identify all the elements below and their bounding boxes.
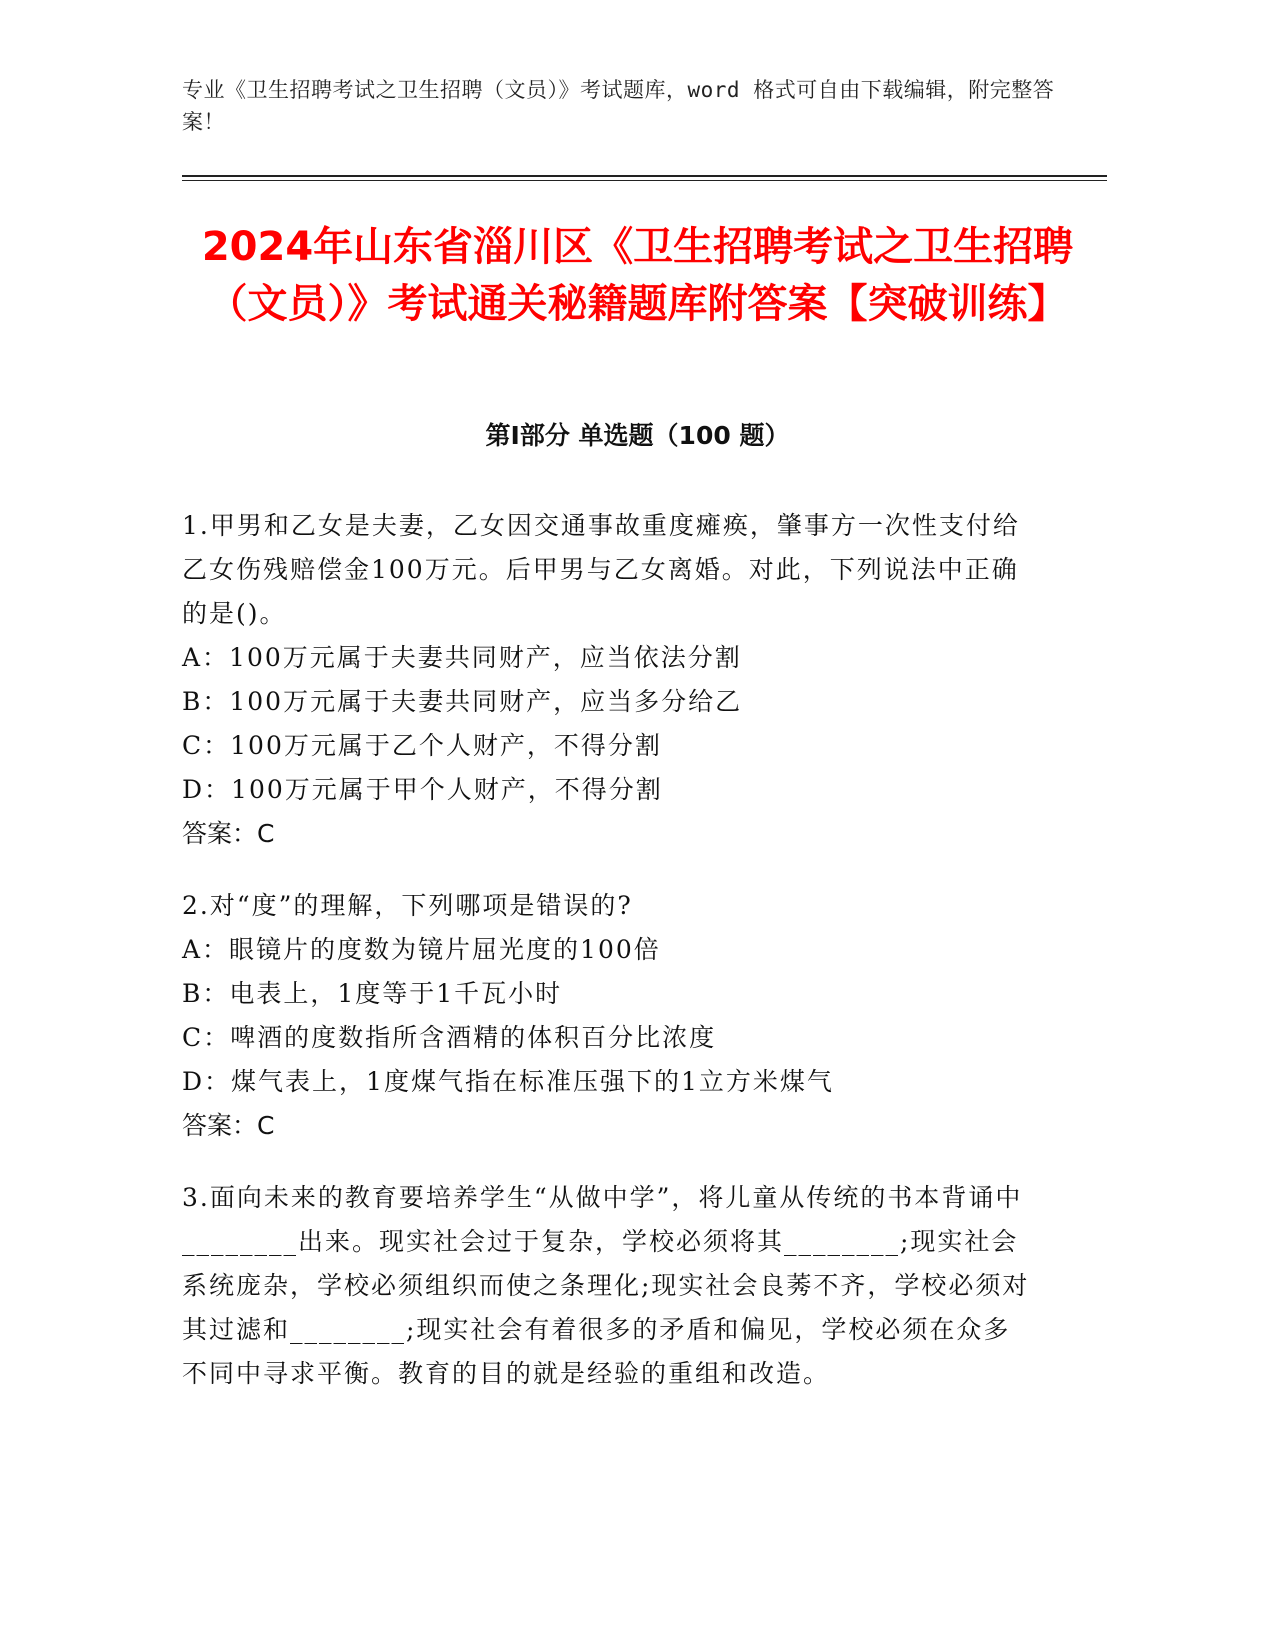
question-list xyxy=(182,504,1032,1424)
option-a: A：100万元属于夫妻共同财产，应当依法分割 xyxy=(182,643,742,672)
question-text: 2.对“度”的理解，下列哪项是错误的? xyxy=(182,891,633,920)
question-item xyxy=(182,884,1032,1148)
option-d: D：煤气表上，1度煤气指在标准压强下的1立方米煤气 xyxy=(182,1067,834,1096)
question-text: 1.甲男和乙女是夫妻，乙女因交通事故重度瘫痪，肇事方一次性支付给乙女伤残赔偿金100万元。后甲男与乙女离婚。对此，下列说法中正确的是()。 xyxy=(182,511,1020,628)
document-title: 2024年山东省淄川区《卫生招聘考试之卫生招聘（文员）》考试通关秘籍题库附答案【突破训练】 xyxy=(201,224,1074,327)
question-item xyxy=(182,1176,1032,1396)
answer-text: 答案：C xyxy=(182,819,275,848)
header-divider-thin xyxy=(182,180,1107,181)
question-item xyxy=(182,504,1032,856)
section-title: 第Ⅰ部分 单选题（100 题） xyxy=(485,421,790,450)
question-text: 3.面向未来的教育要培养学生“从做中学”，将儿童从传统的书本背诵中________出来。现实社会过于复杂，学校必须将其________;现实社会系统庞杂，学校必须组织而使之条理化;现实社会良莠不齐，学校必须对其过滤和________;现实社会有着很多的矛盾和偏见，学校必须在众多不同中寻求平衡。教育的目的就是经验的重组和改造。 xyxy=(182,1183,1030,1388)
option-b: B：100万元属于夫妻共同财产，应当多分给乙 xyxy=(182,687,743,716)
option-a: A：眼镜片的度数为镜片屈光度的100倍 xyxy=(182,935,661,964)
option-d: D：100万元属于甲个人财产，不得分割 xyxy=(182,775,663,804)
header-note: 专业《卫生招聘考试之卫生招聘（文员）》考试题库，word 格式可自由下载编辑，附完整答案！ xyxy=(182,78,1055,134)
answer-text: 答案：C xyxy=(182,1111,275,1140)
option-c: C：100万元属于乙个人财产，不得分割 xyxy=(182,731,662,760)
header-divider-thick xyxy=(182,175,1107,177)
option-c: C：啤酒的度数指所含酒精的体积百分比浓度 xyxy=(182,1023,717,1052)
option-b: B：电表上，1度等于1千瓦小时 xyxy=(182,979,563,1008)
